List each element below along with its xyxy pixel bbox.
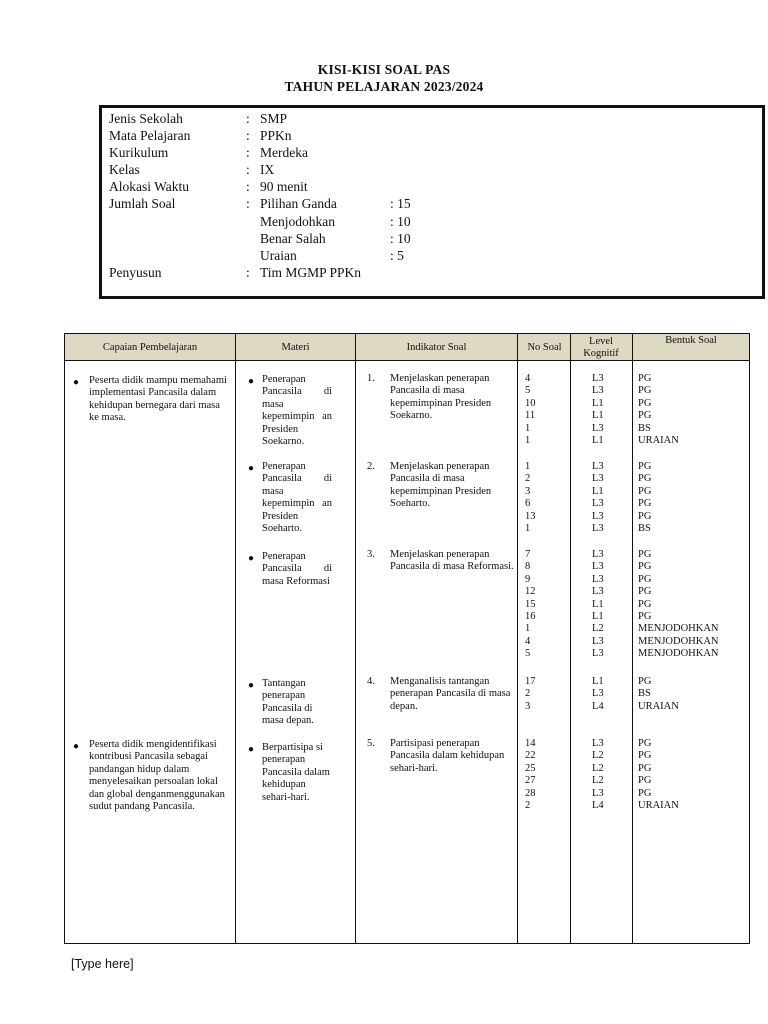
indikator-text: Menjelaskan penerapan Pancasila di masa kepemimpinan Presiden Soeharto. <box>390 461 492 510</box>
info-label: Kelas <box>109 162 140 177</box>
level-list: L3 L2 L2 L2 L3 L4 <box>592 738 604 812</box>
info-colon: : <box>246 162 250 177</box>
info-label: Alokasi Waktu <box>109 179 190 194</box>
indikator-number: 3. <box>367 549 375 560</box>
jumlah-value: : 5 <box>390 248 404 263</box>
bullet-icon: ● <box>248 744 255 755</box>
info-colon: : <box>246 179 250 194</box>
jumlah-label: Menjodohkan <box>260 214 335 229</box>
materi-item: Penerapan Pancasila di masa kepemimpin an Presiden Soekarno. <box>262 374 332 448</box>
jumlah-label: Uraian <box>260 248 297 263</box>
indikator-number: 4. <box>367 676 375 687</box>
jumlah-value: : 10 <box>390 231 411 246</box>
bullet-icon: ● <box>248 553 255 564</box>
info-label: Penyusun <box>109 265 162 280</box>
capaian-item: Peserta didik mampu memahami implementasi Pancasila dalam kehidupan bernegara dari masa ke masa. <box>89 375 227 424</box>
level-list: L3 L3 L1 L3 L3 L3 <box>592 461 604 535</box>
kisi-kisi-table <box>64 333 750 944</box>
bullet-icon: ● <box>73 377 80 388</box>
info-colon: : <box>246 145 250 160</box>
bullet-icon: ● <box>248 680 255 691</box>
bentuk-list: PG PG PG PG BS URAIAN <box>638 373 679 447</box>
header-level: Level Kognitif <box>583 336 619 359</box>
info-colon: : <box>246 196 250 211</box>
document-subtitle: TAHUN PELAJARAN 2023/2024 <box>284 79 484 94</box>
indikator-text: Menganalisis tantangan penerapan Pancasila di masa depan. <box>390 676 511 712</box>
materi-item: Penerapan Pancasila di masa Reformasi <box>262 551 332 587</box>
jumlah-pilihan-ganda <box>260 196 411 212</box>
jumlah-uraian <box>260 248 404 264</box>
info-value: Tim MGMP PPKn <box>260 265 362 280</box>
level-list: L3 L3 L1 L1 L3 L1 <box>592 373 604 447</box>
header-no-soal: No Soal <box>527 341 562 353</box>
column-divider <box>517 334 518 943</box>
materi-item: Penerapan Pancasila di masa kepemimpin an Presiden Soeharto. <box>262 461 332 535</box>
info-value: IX <box>260 162 275 177</box>
info-colon: : <box>246 265 250 280</box>
jumlah-label: Pilihan Ganda <box>260 196 337 211</box>
bentuk-list: PG PG PG PG PG PG MENJODOHKAN MENJODOHKAN MENJODOHKAN <box>638 549 719 660</box>
no-soal-list: 17 2 3 <box>525 676 536 712</box>
no-soal-list: 7 8 9 12 15 16 1 4 5 <box>525 549 536 660</box>
info-value: Merdeka <box>260 145 308 160</box>
header-capaian: Capaian Pembelajaran <box>102 341 198 353</box>
document-title: KISI-KISI SOAL PAS <box>317 62 451 77</box>
materi-item: Berpartisipa si penerapan Pancasila dalam kehidupan sehari-hari. <box>262 742 330 803</box>
info-colon: : <box>246 111 250 126</box>
indikator-number: 1. <box>367 373 375 384</box>
bullet-icon: ● <box>248 376 255 387</box>
materi-item: Tantangan penerapan Pancasila di masa depan. <box>262 678 314 727</box>
jumlah-value: : 15 <box>390 196 411 211</box>
footer-placeholder[interactable]: [Type here] <box>71 957 134 971</box>
indikator-text: Menjelaskan penerapan Pancasila di masa Reformasi. <box>390 549 514 573</box>
jumlah-benar-salah <box>260 231 411 247</box>
column-divider <box>570 334 571 943</box>
header-indikator: Indikator Soal <box>406 341 467 353</box>
info-label: Mata Pelajaran <box>109 128 191 143</box>
info-value: SMP <box>260 111 288 126</box>
info-label: Kurikulum <box>109 145 169 160</box>
level-list: L3 L3 L3 L3 L1 L1 L2 L3 L3 <box>592 549 604 660</box>
no-soal-list: 14 22 25 27 28 2 <box>525 738 536 812</box>
info-colon: : <box>246 128 250 143</box>
no-soal-list: 1 2 3 6 13 1 <box>525 461 536 535</box>
level-list: L1 L3 L4 <box>592 676 604 712</box>
bentuk-list: PG PG PG PG PG BS <box>638 461 652 535</box>
jumlah-value: : 10 <box>390 214 411 229</box>
bentuk-list: PG BS URAIAN <box>638 676 679 712</box>
identity-box <box>99 105 765 299</box>
column-divider <box>632 334 633 943</box>
indikator-text: Partisipasi penerapan Pancasila dalam kehidupan sehari-hari. <box>390 738 505 774</box>
bullet-icon: ● <box>248 463 255 474</box>
bullet-icon: ● <box>73 741 80 752</box>
info-label: Jumlah Soal <box>109 196 176 211</box>
header-materi: Materi <box>281 341 310 353</box>
info-value: PPKn <box>260 128 292 143</box>
indikator-text: Menjelaskan penerapan Pancasila di masa kepemimpinan Presiden Soekarno. <box>390 373 492 422</box>
indikator-number: 2. <box>367 461 375 472</box>
info-value: 90 menit <box>260 179 308 194</box>
column-divider <box>235 334 236 943</box>
indikator-number: 5. <box>367 738 375 749</box>
jumlah-menjodohkan <box>260 214 411 230</box>
jumlah-label: Benar Salah <box>260 231 326 246</box>
info-label: Jenis Sekolah <box>109 111 183 126</box>
header-bentuk: Bentuk Soal <box>665 335 717 346</box>
bentuk-list: PG PG PG PG PG URAIAN <box>638 738 679 812</box>
column-divider <box>355 334 356 943</box>
no-soal-list: 4 5 10 11 1 1 <box>525 373 536 447</box>
capaian-item: Peserta didik mengidentifikasi kontribusi Pancasila sebagai pandangan hidup dalam menyelesaikan persoalan lokal dan global denganmenggunakan sudut pandang Pancasila. <box>89 739 225 813</box>
